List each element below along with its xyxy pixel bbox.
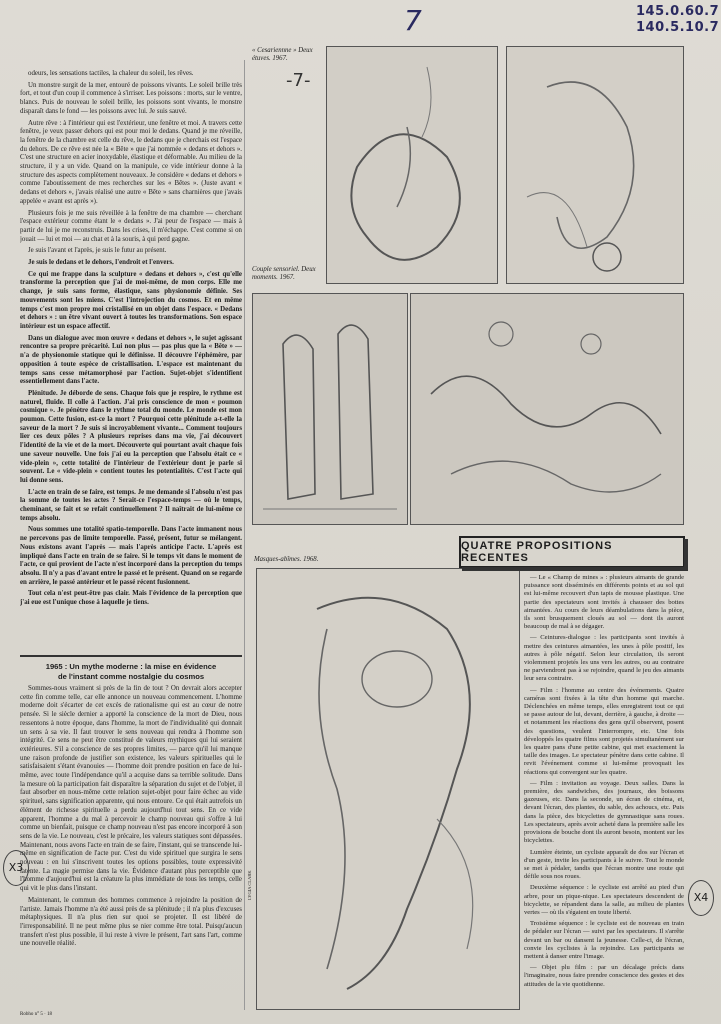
caption-masques: Masques-abîmes. 1968. xyxy=(254,556,319,563)
paragraph: Lumière éteinte, un cycliste apparaît de dos sur l'écran et d'un geste, invite les participants à le suivre. Tout le monde se met à pédaler, tandis que l'écran montre une route qui défile sous nos roues. xyxy=(524,848,684,881)
left-margin-circle-note: X3 xyxy=(3,850,29,886)
paragraph: Troisième séquence : le cycliste est de nouveau en train de pédaler sur l'écran — suivi par les spectateurs. Il s'arrête devant un bar ou dansent la jeunesse. Celle-ci, de l'écran, convie les cyclistes à la rejoindre. Les participants se mettent à danser entre l'image. xyxy=(524,920,684,960)
catalog-code-1: 145.0.60.7 xyxy=(636,4,720,19)
paragraph-bold: L'acte en train de se faire, est temps. Je me demande si l'absolu n'est pas la somme de toutes les actes ? Serait-ce l'espace-temps — où le temps, cheminant, se fait et se refait continuellement ? Il naîtrait de lui-même ce temps absolu. xyxy=(20,488,242,522)
section-title: QUATRE PROPOSITIONS RECENTES xyxy=(461,540,613,564)
caption-couple: Couple sensoriel. Deux moments. 1967. xyxy=(252,266,316,282)
photo-couple xyxy=(252,293,408,525)
section-heading-line1: 1965 : Un mythe moderne : la mise en évidence xyxy=(45,662,217,671)
photo-masques-abimes xyxy=(256,568,520,1010)
column-divider xyxy=(244,60,245,1010)
photo-credit: LYGIA CLARK xyxy=(247,870,252,900)
paragraph: Deuxième séquence : le cycliste est arrêté au pied d'un arbre, pour un pique-nique. Les spectateurs descendent de bicyclette, se répandent dans la salle, au milieu de plantes vertes — où ils s'égaient en toute liberté. xyxy=(524,884,684,916)
paragraph-bold: Dans un dialogue avec mon œuvre « dedans et dehors », le sujet agissant rencontre sa propre précarité. Lui non plus — pas plus que la « Bête » — n'a de physionomie statique qui le définisse. Il découvre l'éphémère, par opposition à toute espèce de cristallisation. L'espace est maintenant du temps sans cesse métamorphosé par l'action. Sujet-objet s'identifient essentiellement dans l'acte. xyxy=(20,334,242,386)
paragraph: — Objet plu film : par un décalage précis dans l'imaginaire, nous faire prendre conscience des gestes et des attitudes de la vie quotidienne. xyxy=(524,964,684,988)
paragraph-bold: Plénitude. Je déborde de sens. Chaque fois que je respire, le rythme est naturel, fluide. Il colle à l'action. J'ai pris conscience de mon « poumon cosmique ». Je pénètre dans le rythme total du monde. Le monde est mon poumon. Cette fusion, est-ce la mort ? Pourquoi cette plénitude a-t-elle la saveur de la mort ? Je suis si incroyablement vivante... Comment toujours lier ces deux pôles ? A plusieurs reprises dans ma vie, j'ai découvert l'identité de la vie et de la mort. Découverte qui pourtant avait chaque fois une saveur nouvelle. Une fois j'ai eu la perception que l'absolu était ce « vide-plein », cette totalité de l'intérieur de l'extérieur dont je parle si souvent. Le « vide-plein » contient toutes les potentialités. C'est l'acte qui lui donne sens. xyxy=(20,389,242,484)
section-heading xyxy=(20,662,242,681)
photo-group xyxy=(410,293,684,525)
paragraph: Maintenant, le commun des hommes commence à rejoindre la position de l'artiste. Jamais l'homme n'a été aussi près de sa plénitude ; il n'a plus d'excuses métaphysiques. Il n'a plus rien sur quoi se projeter. Il est libéré de l'irresponsabilité. Il ne peut même plus se nier comme être total. Puisqu'aucun transfert n'est plus possible, il lui reste à vivre le présent, l'art sans l'art, comme une nouvelle réalité. xyxy=(20,896,242,948)
paragraph: — Ceintures-dialogue : les participants sont invités à mettre des ceintures aimantées, les unes à pôle positif, les autres à pôle négatif. Selon leur circulation, ils seront violemment projetés les uns vers les autres, ou au contraire ne parviendront pas à se rejoindre, quand le jeu des aimants leur sera contraire. xyxy=(524,634,684,683)
paragraph-bold: Ce qui me frappe dans la sculpture « dedans et dehors », c'est qu'elle transforme la perception que j'ai de moi-même, de mon corps. Elle me change, je suis sans forme, élastique, sans physionomie définie. Ses mouvements sont les miens. C'est l'introjection du cosmos. Et en même temps c'est mon propre moi cristallisé en un objet dans l'espace. « Dedans et dehors » : un être vivant ouvert à toutes les transformations. Son espace intérieur est un espace affectif. xyxy=(20,270,242,330)
paragraph-bold: Je suis le dedans et le dehors, l'endroit et l'envers. xyxy=(28,259,174,267)
catalog-codes xyxy=(636,4,719,36)
paragraph-bold: Nous sommes une totalité spatio-temporelle. Dans l'acte immanent nous ne percevons pas de limite temporelle. Passé, présent, futur se mélangent. Nous existons avant l'après — mais l'après anticipe l'acte. L'après est impliqué dans l'acte en train de se faire. Si le temps vit dans le moment de l'acte, ce qui provient de l'acte n'est incorporé dans la perception du temps absolu. Il n'y a pas d'avant entre le passé et le présent. Quand on se regarde en arrière, le passé antérieur et le passé récent fusionnent. xyxy=(20,526,242,586)
paragraph: Un monstre surgit de la mer, entouré de poissons vivants. Le soleil brille très fort, et tout d'un coup il commence à s'irriser. Les poissons : morts, sur le ventre, blancs. Puis de nouveau le soleil brille, les poissons sont vivants, le monstre disparaît dans le fond — les poissons avec lui. Je suis sauvé. xyxy=(20,81,242,115)
paragraph: odeurs, les sensations tactiles, la chaleur du soleil, les rêves. xyxy=(28,70,194,77)
paragraph: Plusieurs fois je me suis réveillée à la fenêtre de ma chambre — cherchant l'espace extérieur comme étant le « dedans ». J'ai peur de l'espace — mais à partir de lui je me reconstruis. Dans les crises, il m'échappe. C'est comme si on jouait — lui et moi — au chat et à la souris, à qui perd gagne. xyxy=(20,209,242,243)
catalog-code-2: 140.5.10.7 xyxy=(636,20,720,35)
right-column-text xyxy=(524,574,684,1014)
paragraph: Je suis l'avant et l'après, je suis le futur au présent. xyxy=(28,247,167,255)
photo-sculpture-2 xyxy=(506,46,684,284)
section-body xyxy=(20,685,242,1010)
section-title-box xyxy=(459,536,685,568)
paragraph: — Film : invitation au voyage. Deux salles. Dans la première, des sandwiches, des journaux, des boissons gazeuses, etc. Dans la seconde, un écran de cinéma, et, devant l'écran, des plantes, du sable, des achoucs, etc. Puis dans la pièce, des bicyclettes de gymnastique sans roues. Les spectateurs, après avoir acheté dans la première salle les provisions de bouche dont ils auront besoin, montent sur les bicyclettes. xyxy=(524,779,684,845)
caption-cesarienne: « Cesariennne » Deux étuves. 1967. xyxy=(252,47,313,63)
paragraph: — Film : l'homme au centre des événements. Quatre caméras sont fixées à la tête d'un homme qui marche. Déclenchées en même temps, elles enregistrent tout ce qui se passe autour de lui, devant, derrière, à gauche, à droite — et notamment les réactions des gens qu'il observent, posent des questions, veulent l'interrompre, etc. Une fois développés les quatre films sont projetés simultanément sur les quatre pans d'une petite cabine, qui met exactement la taille des images. Le spectateur pénètre dans cette cabine. Il revit l'événement comme si lui-même provoquait les réactions qui convergent sur les quatre. xyxy=(524,686,684,776)
paragraph: Sommes-nous vraiment si près de la fin de tout ? On devrait alors accepter cette fin comme telle, car elle annonce un nouveau commencement. L'homme moderne doit s'écarter de cet excès de rationalisme qui est au cœur de notre pensée. Si le siècle dernier a apporté la conscience de la mort de Dieu, nous ressentons à notre époque, dans l'homme, la mort de l'individualité qui donnait un sens à sa vie. Il faut trouver le sens nouveau qui rendra à l'homme son intégrité. Ce sens ne peut être constitué de valeurs mythiques qui lui seraient extérieures. S'il a conscience de ses propres limites, — parce qu'il lui manque une raison profonde de justifier son existence, les valeurs spirituelles qui le satisfaisaient s'étant évanouies — l'homme doit prendre position en face de lui-même, avec toute l'indépendance qu'il a acquise dans sa terrible solitude. Dans la mesure où la participation fait disparaître la séparation du sujet et de l'objet, il faut absorber en nous-même cette relation sujet-objet pour faire échec au vide spirituel, sans signification apparente, qui nous entoure. Ce qui était autrefois un élément de richesse spirituelle a perdu aujourd'hui tout sens. En ce vide apparent, l'homme a du mal à percevoir le champ nouveau qui s'offre à lui comme un bienfait, puisque ce champ nouveau n'est pas encore incorporé à son sens de la vie. Le nouveau, c'est le précaire, les valeurs statiques sont dépassées. Maintenant, nous avons l'acte en train de se faire, l'instant, qui se transcende lui-même en signification de l'acte pur. C'est du vide spirituel que surgira le sens nouveau : en lui s'inscrivent toutes les options possibles, toute expressivité latente. La magie permise dans la vie. Évidence d'autant plus perceptible que l'homme d'aujourd'hui est la créature la plus immédiate de tous les temps, celle qui vit le plus dans l'instant. xyxy=(20,685,242,893)
right-margin-circle-note: X4 xyxy=(688,880,714,916)
paragraph: Autre rêve : à l'intérieur qui est l'extérieur, une fenêtre et moi. A travers cette fenêtre, je veux passer dehors qui est pour moi le dedans. Quand je me réveille, la fenêtre de la chambre est celle du rêve, le dedans que je cherchais est l'espace du dehors. De ce rêve est née la « Bête » que j'ai nommée « dedans et dehors ». C'est une structure en acier inoxydable, élastique et déformable. Au milieu de la structure, il y a un vide. Quand on la manipule, ce vide intérieur donne à la structure des aspects complètement nouveaux. Je considère « dedans et dehors » comme l'aboutissement de mes recherches sur les « Bêtes ». (Juste avant « dedans et dehors », j'avais réalisé une autre « Bête » sans charnières que j'avais appelée « avant est après »). xyxy=(20,119,242,205)
handwritten-page-number: 7 xyxy=(404,4,422,37)
paragraph-bold: Tout cela n'est peut-être pas clair. Mais l'évidence de la perception que j'ai eue est l'unique chose à laquelle je tiens. xyxy=(20,590,242,607)
photo-sculpture-1 xyxy=(326,46,498,284)
section-rule xyxy=(20,655,242,657)
page-footer: Robho n° 5 · 18 xyxy=(20,1012,52,1017)
paragraph: — Le « Champ de mines » : plusieurs aimants de grande puissance sont disséminés en différents points et au sol qui est lui-même recouvert d'un tapis de mousse plastique. Une partie des spectateurs sont invités à chausser des bottes aimantées. Au cours de leurs déambulations dans la pièce, ils sont brusquement cloués au sol — dont ils auront beaucoup de mal à se dégager. xyxy=(524,574,684,631)
section-heading-line2: de l'instant comme nostalgie du cosmos xyxy=(57,671,205,681)
page-marker: -7- xyxy=(286,70,311,91)
